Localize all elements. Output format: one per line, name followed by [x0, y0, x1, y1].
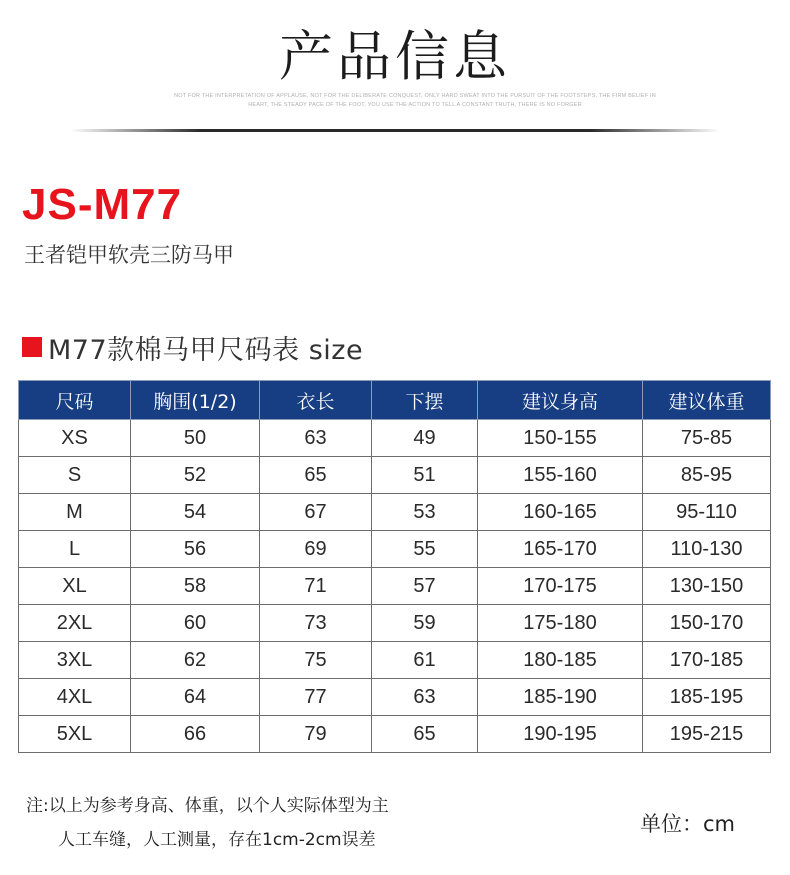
table-cell: 75-85	[643, 420, 771, 457]
column-header-chest: 胸围(1/2)	[131, 381, 260, 420]
table-cell: 63	[372, 679, 478, 716]
tagline-line-2: HEART, THE STEADY PACE OF THE FOOT, YOU USE THE ACTION TO TELL A CONSTANT TRUTH, THERE IS NO FORGER	[248, 102, 582, 108]
table-cell: 85-95	[643, 457, 771, 494]
table-cell: 66	[131, 716, 260, 753]
table-row	[19, 494, 771, 531]
table-cell: 55	[372, 531, 478, 568]
table-header-row	[19, 381, 771, 420]
page-title: 产品信息	[279, 25, 511, 88]
table-cell: 165-170	[478, 531, 643, 568]
table-cell: 170-175	[478, 568, 643, 605]
table-row	[19, 679, 771, 716]
table-cell: 65	[372, 716, 478, 753]
table-row	[19, 531, 771, 568]
table-cell: L	[19, 531, 131, 568]
table-cell: 185-190	[478, 679, 643, 716]
column-header-height: 建议身高	[478, 381, 643, 420]
table-cell: 175-180	[478, 605, 643, 642]
unit-label: 单位：cm	[640, 812, 736, 836]
table-cell: 51	[372, 457, 478, 494]
table-cell: 60	[131, 605, 260, 642]
table-row	[19, 457, 771, 494]
red-square-icon	[22, 337, 42, 357]
table-cell: 49	[372, 420, 478, 457]
table-cell: 52	[131, 457, 260, 494]
table-cell: 73	[260, 605, 372, 642]
table-cell: 2XL	[19, 605, 131, 642]
table-cell: 95-110	[643, 494, 771, 531]
table-cell: 50	[131, 420, 260, 457]
table-cell: 150-170	[643, 605, 771, 642]
table-row	[19, 642, 771, 679]
product-name: 王者铠甲软壳三防马甲	[24, 243, 234, 267]
table-cell: 75	[260, 642, 372, 679]
table-cell: 150-155	[478, 420, 643, 457]
column-header-hem: 下摆	[372, 381, 478, 420]
table-cell: 170-185	[643, 642, 771, 679]
table-row	[19, 420, 771, 457]
column-header-length: 衣长	[260, 381, 372, 420]
table-row	[19, 568, 771, 605]
note-line-2: 人工车缝，人工测量，存在1cm-2cm误差	[58, 830, 376, 850]
table-cell: 190-195	[478, 716, 643, 753]
model-code: JS-M77	[22, 180, 183, 229]
size-table-heading-text: M77款棉马甲尺码表 size	[48, 334, 364, 366]
size-table-heading	[22, 330, 363, 364]
table-row	[19, 605, 771, 642]
table-row	[19, 716, 771, 753]
table-cell: 62	[131, 642, 260, 679]
table-cell: 180-185	[478, 642, 643, 679]
table-cell: 160-165	[478, 494, 643, 531]
table-cell: 130-150	[643, 568, 771, 605]
table-cell: 63	[260, 420, 372, 457]
table-cell: 61	[372, 642, 478, 679]
column-header-weight: 建议体重	[643, 381, 771, 420]
table-cell: 67	[260, 494, 372, 531]
table-cell: 195-215	[643, 716, 771, 753]
table-cell: 3XL	[19, 642, 131, 679]
table-cell: 110-130	[643, 531, 771, 568]
table-cell: S	[19, 457, 131, 494]
size-table-body	[19, 420, 771, 753]
table-cell: 56	[131, 531, 260, 568]
tagline-line-1: NOT FOR THE INTERPRETATION OF APPLAUSE, NOT FOR THE DELIBERATE CONQUEST, ONLY HARD SWEAT INTO THE PURSUIT OF THE FOOTSTEPS, THE FIRM BELIEF IN	[174, 93, 656, 99]
note-line-1: 注:以上为参考身高、体重，以个人实际体型为主	[26, 796, 389, 816]
table-cell: 5XL	[19, 716, 131, 753]
table-cell: XL	[19, 568, 131, 605]
table-cell: 59	[372, 605, 478, 642]
table-cell: 4XL	[19, 679, 131, 716]
table-cell: 79	[260, 716, 372, 753]
table-cell: M	[19, 494, 131, 531]
tagline	[140, 92, 690, 110]
table-cell: 71	[260, 568, 372, 605]
table-cell: 65	[260, 457, 372, 494]
table-cell: 58	[131, 568, 260, 605]
table-cell: 57	[372, 568, 478, 605]
table-cell: 64	[131, 679, 260, 716]
size-table	[18, 380, 771, 753]
table-cell: 185-195	[643, 679, 771, 716]
table-cell: 53	[372, 494, 478, 531]
table-cell: 77	[260, 679, 372, 716]
table-cell: 69	[260, 531, 372, 568]
table-cell: 155-160	[478, 457, 643, 494]
table-cell: XS	[19, 420, 131, 457]
table-cell: 54	[131, 494, 260, 531]
column-header-size: 尺码	[19, 381, 131, 420]
title-divider	[70, 129, 720, 132]
